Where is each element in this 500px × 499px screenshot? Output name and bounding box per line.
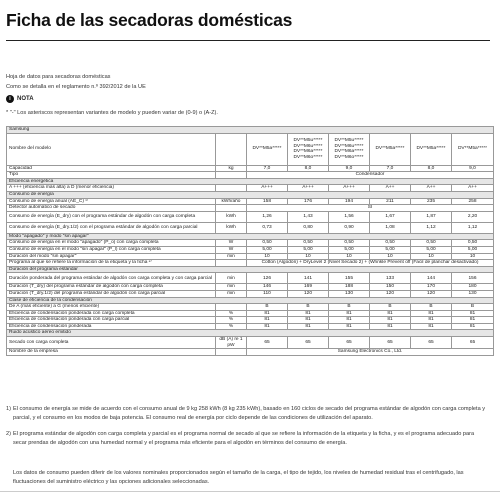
spec-row (7, 317, 494, 324)
spec-value-span: Condensador (247, 172, 494, 179)
spec-value: 144 (411, 273, 452, 284)
spec-value: 1,12 (452, 222, 494, 233)
spec-unit: kg (216, 165, 247, 172)
spec-row (7, 304, 494, 311)
spec-value: B (370, 304, 411, 311)
spec-value: 8,0 (288, 165, 329, 172)
spec-row (7, 222, 494, 233)
spec-value: 65 (247, 337, 288, 349)
nota-heading (6, 95, 34, 103)
spec-value: 7,0 (247, 165, 288, 172)
model-name: DV**M6o***** (334, 154, 364, 160)
spec-value: B (247, 304, 288, 311)
spec-value: 141 (288, 273, 329, 284)
spec-value: 258 (452, 198, 494, 205)
intro-line-1: Hoja de datos para secadoras domésticas (6, 74, 111, 80)
title-divider (6, 40, 490, 41)
spec-value: 5,00 (288, 246, 329, 253)
spec-value: 0,50 (329, 240, 370, 247)
spec-value: 211 (370, 198, 411, 205)
spec-value: 126 (247, 273, 288, 284)
footnote-1 (6, 405, 486, 422)
spec-value: 120 (411, 290, 452, 297)
section-header-row (7, 297, 494, 304)
spec-label: Consumo de energía en el modo "sin apagar" (P_l) con carga completa (7, 246, 216, 253)
spec-label: A +++ (eficiencia más alta) a D (menor eficiencia) (7, 185, 216, 192)
spec-value: 130 (329, 290, 370, 297)
intro-line-2: Como se detalla en el reglamento n.º 392/2012 de la UE (6, 84, 146, 90)
spec-unit (216, 172, 247, 179)
spec-row (7, 310, 494, 317)
spec-value: 150 (370, 284, 411, 291)
spec-unit: dB (A) re 1 pW (216, 337, 247, 349)
spec-value: B (329, 304, 370, 311)
model-name: DV**M5a***** (247, 133, 288, 165)
footnote-number: 2) (6, 431, 11, 437)
spec-value: 9,0 (452, 165, 494, 172)
spec-unit: min (216, 290, 247, 297)
spec-value: 0,90 (329, 222, 370, 233)
model-name: DV**M5a***** (411, 133, 452, 165)
section-header: Duración del programa estándar (7, 266, 494, 273)
spec-label: Eficiencia de condensación ponderada (7, 323, 216, 330)
spec-value: 7,0 (370, 165, 411, 172)
spec-unit: % (216, 323, 247, 330)
spec-value-span: Samsung Electronics Co., Ltd. (247, 349, 494, 356)
model-row (7, 133, 494, 165)
spec-value: 155 (329, 273, 370, 284)
spec-value: 120 (288, 290, 329, 297)
spec-value: B (411, 304, 452, 311)
spec-value: 10 (370, 253, 411, 260)
spec-value: 0,50 (370, 240, 411, 247)
spec-value: 81 (329, 323, 370, 330)
spec-value: 81 (329, 310, 370, 317)
model-name-group (329, 133, 370, 165)
spec-value: 0,50 (288, 240, 329, 247)
spec-value: A+++ (247, 185, 288, 192)
spec-row (7, 185, 494, 192)
spec-value: 133 (370, 273, 411, 284)
model-name: DV**M5u***** (334, 137, 364, 143)
model-label: Nombre del modelo (7, 133, 216, 165)
spec-label: Detector automático de secado (7, 205, 216, 212)
footnote-number: 1) (6, 406, 11, 412)
model-name: DV**M5u***** (293, 137, 323, 143)
spec-value: 176 (288, 198, 329, 205)
spec-value: 65 (411, 337, 452, 349)
section-header: Eficiencia energética (7, 178, 494, 185)
spec-value: 81 (247, 317, 288, 324)
spec-label: Consumo de energía (E_dry) con el programa estándar de algodón con carga completa (7, 211, 216, 222)
spec-unit: min (216, 273, 247, 284)
spec-row (7, 246, 494, 253)
footnote-2 (6, 430, 486, 447)
spec-unit (216, 205, 247, 212)
spec-row (7, 349, 494, 356)
spec-label: Capacidad (7, 165, 216, 172)
brand-row (7, 127, 494, 134)
spec-value: 0,73 (247, 222, 288, 233)
spec-value: 2,20 (452, 211, 494, 222)
spec-label: Duración (T_dry.1/2) del programa estándar de algodón con carga parcial (7, 290, 216, 297)
spec-value: 5,00 (247, 246, 288, 253)
spec-value: 81 (452, 310, 494, 317)
spec-label: Duración del modo "sin apagar" (7, 253, 216, 260)
spec-value: 1,12 (411, 222, 452, 233)
section-header-row (7, 178, 494, 185)
spec-value: B (452, 304, 494, 311)
spec-value: 81 (247, 310, 288, 317)
spec-value: 81 (370, 310, 411, 317)
footnote-3 (6, 469, 486, 486)
spec-unit: min (216, 253, 247, 260)
spec-value: 188 (329, 284, 370, 291)
spec-value: 65 (452, 337, 494, 349)
spec-row (7, 323, 494, 330)
spec-table (6, 126, 494, 356)
footnote-text: El programa estándar de algodón con carga completa y parcial es el programa normal de secado al que se refiere la información de la etiqueta y la ficha, y es el programa adecuado para secar prendas de algodón con una humedad normal y el programa más eficiente para el algodón en términos del consumo de energía. (13, 431, 475, 446)
model-name: DV**M6u***** (293, 143, 323, 149)
spec-label: Duración (T_dry) del programa estándar de algodón con carga completa (7, 284, 216, 291)
spec-label: Programa al que se refiere la información de la etiqueta y la ficha ²⁾ (7, 260, 216, 267)
spec-value: 180 (452, 284, 494, 291)
spec-row (7, 205, 494, 212)
footnote-text: Los datos de consumo pueden diferir de los valores nominales proporcionados según el tamaño de la carga, el tipo de tejido, los niveles de humedad residual tras el centrifugado, las fluctuaciones del suministro eléctrico y las opciones adicionales seleccionadas. (13, 470, 464, 485)
spec-value: 235 (411, 198, 452, 205)
spec-value: 0,50 (411, 240, 452, 247)
spec-unit (216, 185, 247, 192)
spec-unit: % (216, 310, 247, 317)
footnote-text: El consumo de energía se mide de acuerdo con el consumo anual de 9 kg 258 kWh (8 kg 235 kWh), basado en 160 ciclos de secado del programa estándar de algodón con carga completa y parcial, y el consumo en los modos de baja potencia. El consumo real de energía por ciclo depende de las condiciones de utilización del aparato. (13, 406, 486, 421)
spec-value: 10 (247, 253, 288, 260)
spec-value: 156 (452, 273, 494, 284)
spec-label: Secado con carga completa (7, 337, 216, 349)
spec-row (7, 240, 494, 247)
spec-row (7, 172, 494, 179)
spec-value: 10 (452, 253, 494, 260)
spec-unit: W (216, 240, 247, 247)
section-header: Modo "apagado" y modo "sin apagar" (7, 233, 494, 240)
spec-row (7, 273, 494, 284)
spec-value: 5,00 (329, 246, 370, 253)
spec-value: 10 (288, 253, 329, 260)
spec-unit: W (216, 246, 247, 253)
spec-value: 1,43 (288, 211, 329, 222)
spec-value: 81 (288, 323, 329, 330)
brand-cell: Samsung (7, 127, 494, 134)
section-header-row (7, 233, 494, 240)
spec-value: 81 (288, 317, 329, 324)
spec-label: Tipo (7, 172, 216, 179)
section-header-row (7, 330, 494, 337)
spec-value: A+++ (288, 185, 329, 192)
spec-value: 1,87 (411, 211, 452, 222)
model-name: DV**M6u***** (334, 143, 364, 149)
spec-value: 5,00 (411, 246, 452, 253)
spec-unit: kWh/año (216, 198, 247, 205)
spec-value: 65 (329, 337, 370, 349)
spec-row (7, 337, 494, 349)
spec-value: 81 (247, 323, 288, 330)
spec-label: De A (más eficiente) a G (menos eficiente) (7, 304, 216, 311)
spec-value: A++ (452, 185, 494, 192)
model-name: DV**M5a***** (452, 133, 494, 165)
model-unit-cell (216, 133, 247, 165)
spec-value: 8,0 (411, 165, 452, 172)
spec-value: 0,50 (452, 240, 494, 247)
spec-row (7, 211, 494, 222)
spec-value: 81 (452, 317, 494, 324)
spec-row (7, 198, 494, 205)
spec-row (7, 290, 494, 297)
spec-value: 130 (452, 290, 494, 297)
section-header-row (7, 191, 494, 198)
spec-unit: % (216, 317, 247, 324)
model-name-group (288, 133, 329, 165)
spec-value: 65 (288, 337, 329, 349)
spec-value: A++ (411, 185, 452, 192)
spec-value: 158 (247, 198, 288, 205)
spec-value: B (288, 304, 329, 311)
spec-value: 81 (370, 323, 411, 330)
asterisk-note: * "-" Los asteriscos representan variantes de modelo y pueden variar de (0-9) o (A-Z). (6, 110, 218, 116)
spec-value: 5,00 (370, 246, 411, 253)
spec-value: 194 (329, 198, 370, 205)
spec-value: 9,0 (329, 165, 370, 172)
spec-value-span: SÍ (247, 205, 494, 212)
spec-value: 81 (288, 310, 329, 317)
spec-value: 1,67 (370, 211, 411, 222)
spec-value: 10 (411, 253, 452, 260)
spec-value: 0,50 (247, 240, 288, 247)
model-name: DV**M6o***** (293, 154, 323, 160)
spec-value: 5,00 (452, 246, 494, 253)
spec-value: 170 (411, 284, 452, 291)
spec-value: 81 (452, 323, 494, 330)
spec-value: A++ (370, 185, 411, 192)
spec-value: 81 (411, 323, 452, 330)
spec-row (7, 260, 494, 267)
spec-value: 65 (370, 337, 411, 349)
spec-value: 1,56 (329, 211, 370, 222)
spec-value-span: Cotton (Algodón) + DryLevel 2 (Nivel Secado 2) + (Wrinkle Prevent off (Facil de planchar desactivado) (247, 260, 494, 267)
spec-label: Consumo de energía anual (AE_C) ¹⁾ (7, 198, 216, 205)
bottom-divider (0, 491, 500, 492)
spec-value: 0,80 (288, 222, 329, 233)
spec-value: 10 (329, 253, 370, 260)
spec-label: Nombre de la empresa (7, 349, 216, 356)
page-title: Ficha de las secadoras domésticas (6, 10, 293, 30)
spec-row (7, 284, 494, 291)
section-header-row (7, 266, 494, 273)
model-name: DV**M6a***** (334, 149, 364, 155)
spec-value: 81 (329, 317, 370, 324)
model-name: DV**M6a***** (293, 149, 323, 155)
spec-label: Consumo de energía (E_dry.1/2) con el programa estándar de algodón con carga parcial (7, 222, 216, 233)
section-header: Consumo de energía (7, 191, 494, 198)
intro-block (6, 72, 146, 92)
spec-unit (216, 304, 247, 311)
spec-unit (216, 349, 247, 356)
spec-value: 81 (411, 317, 452, 324)
spec-value: 169 (288, 284, 329, 291)
spec-value: 1,08 (370, 222, 411, 233)
spec-label: Eficiencia de condensación ponderada con carga parcial (7, 317, 216, 324)
spec-value: A+++ (329, 185, 370, 192)
spec-value: 146 (247, 284, 288, 291)
spec-row (7, 253, 494, 260)
spec-label: Duración ponderada del programa estándar de algodón con carga completa y con carga parcial (7, 273, 216, 284)
spec-unit (216, 260, 247, 267)
spec-unit: kWh (216, 211, 247, 222)
spec-value: 81 (411, 310, 452, 317)
spec-row (7, 165, 494, 172)
spec-label: Eficiencia de condensación ponderada con carga completa (7, 310, 216, 317)
section-header: Ruido acústico aéreo emitido (7, 330, 494, 337)
spec-value: 110 (247, 290, 288, 297)
spec-value: 81 (370, 317, 411, 324)
nota-label: NOTA (17, 96, 34, 102)
model-name: DV**M5a***** (370, 133, 411, 165)
spec-unit: min (216, 284, 247, 291)
spec-label: Consumo de energía en el modo "apagado" (P_o) con carga completa (7, 240, 216, 247)
info-icon: i (6, 95, 14, 103)
spec-unit: kWh (216, 222, 247, 233)
spec-value: 1,26 (247, 211, 288, 222)
section-header: Clase de eficiencia de la condensación (7, 297, 494, 304)
spec-value: 120 (370, 290, 411, 297)
